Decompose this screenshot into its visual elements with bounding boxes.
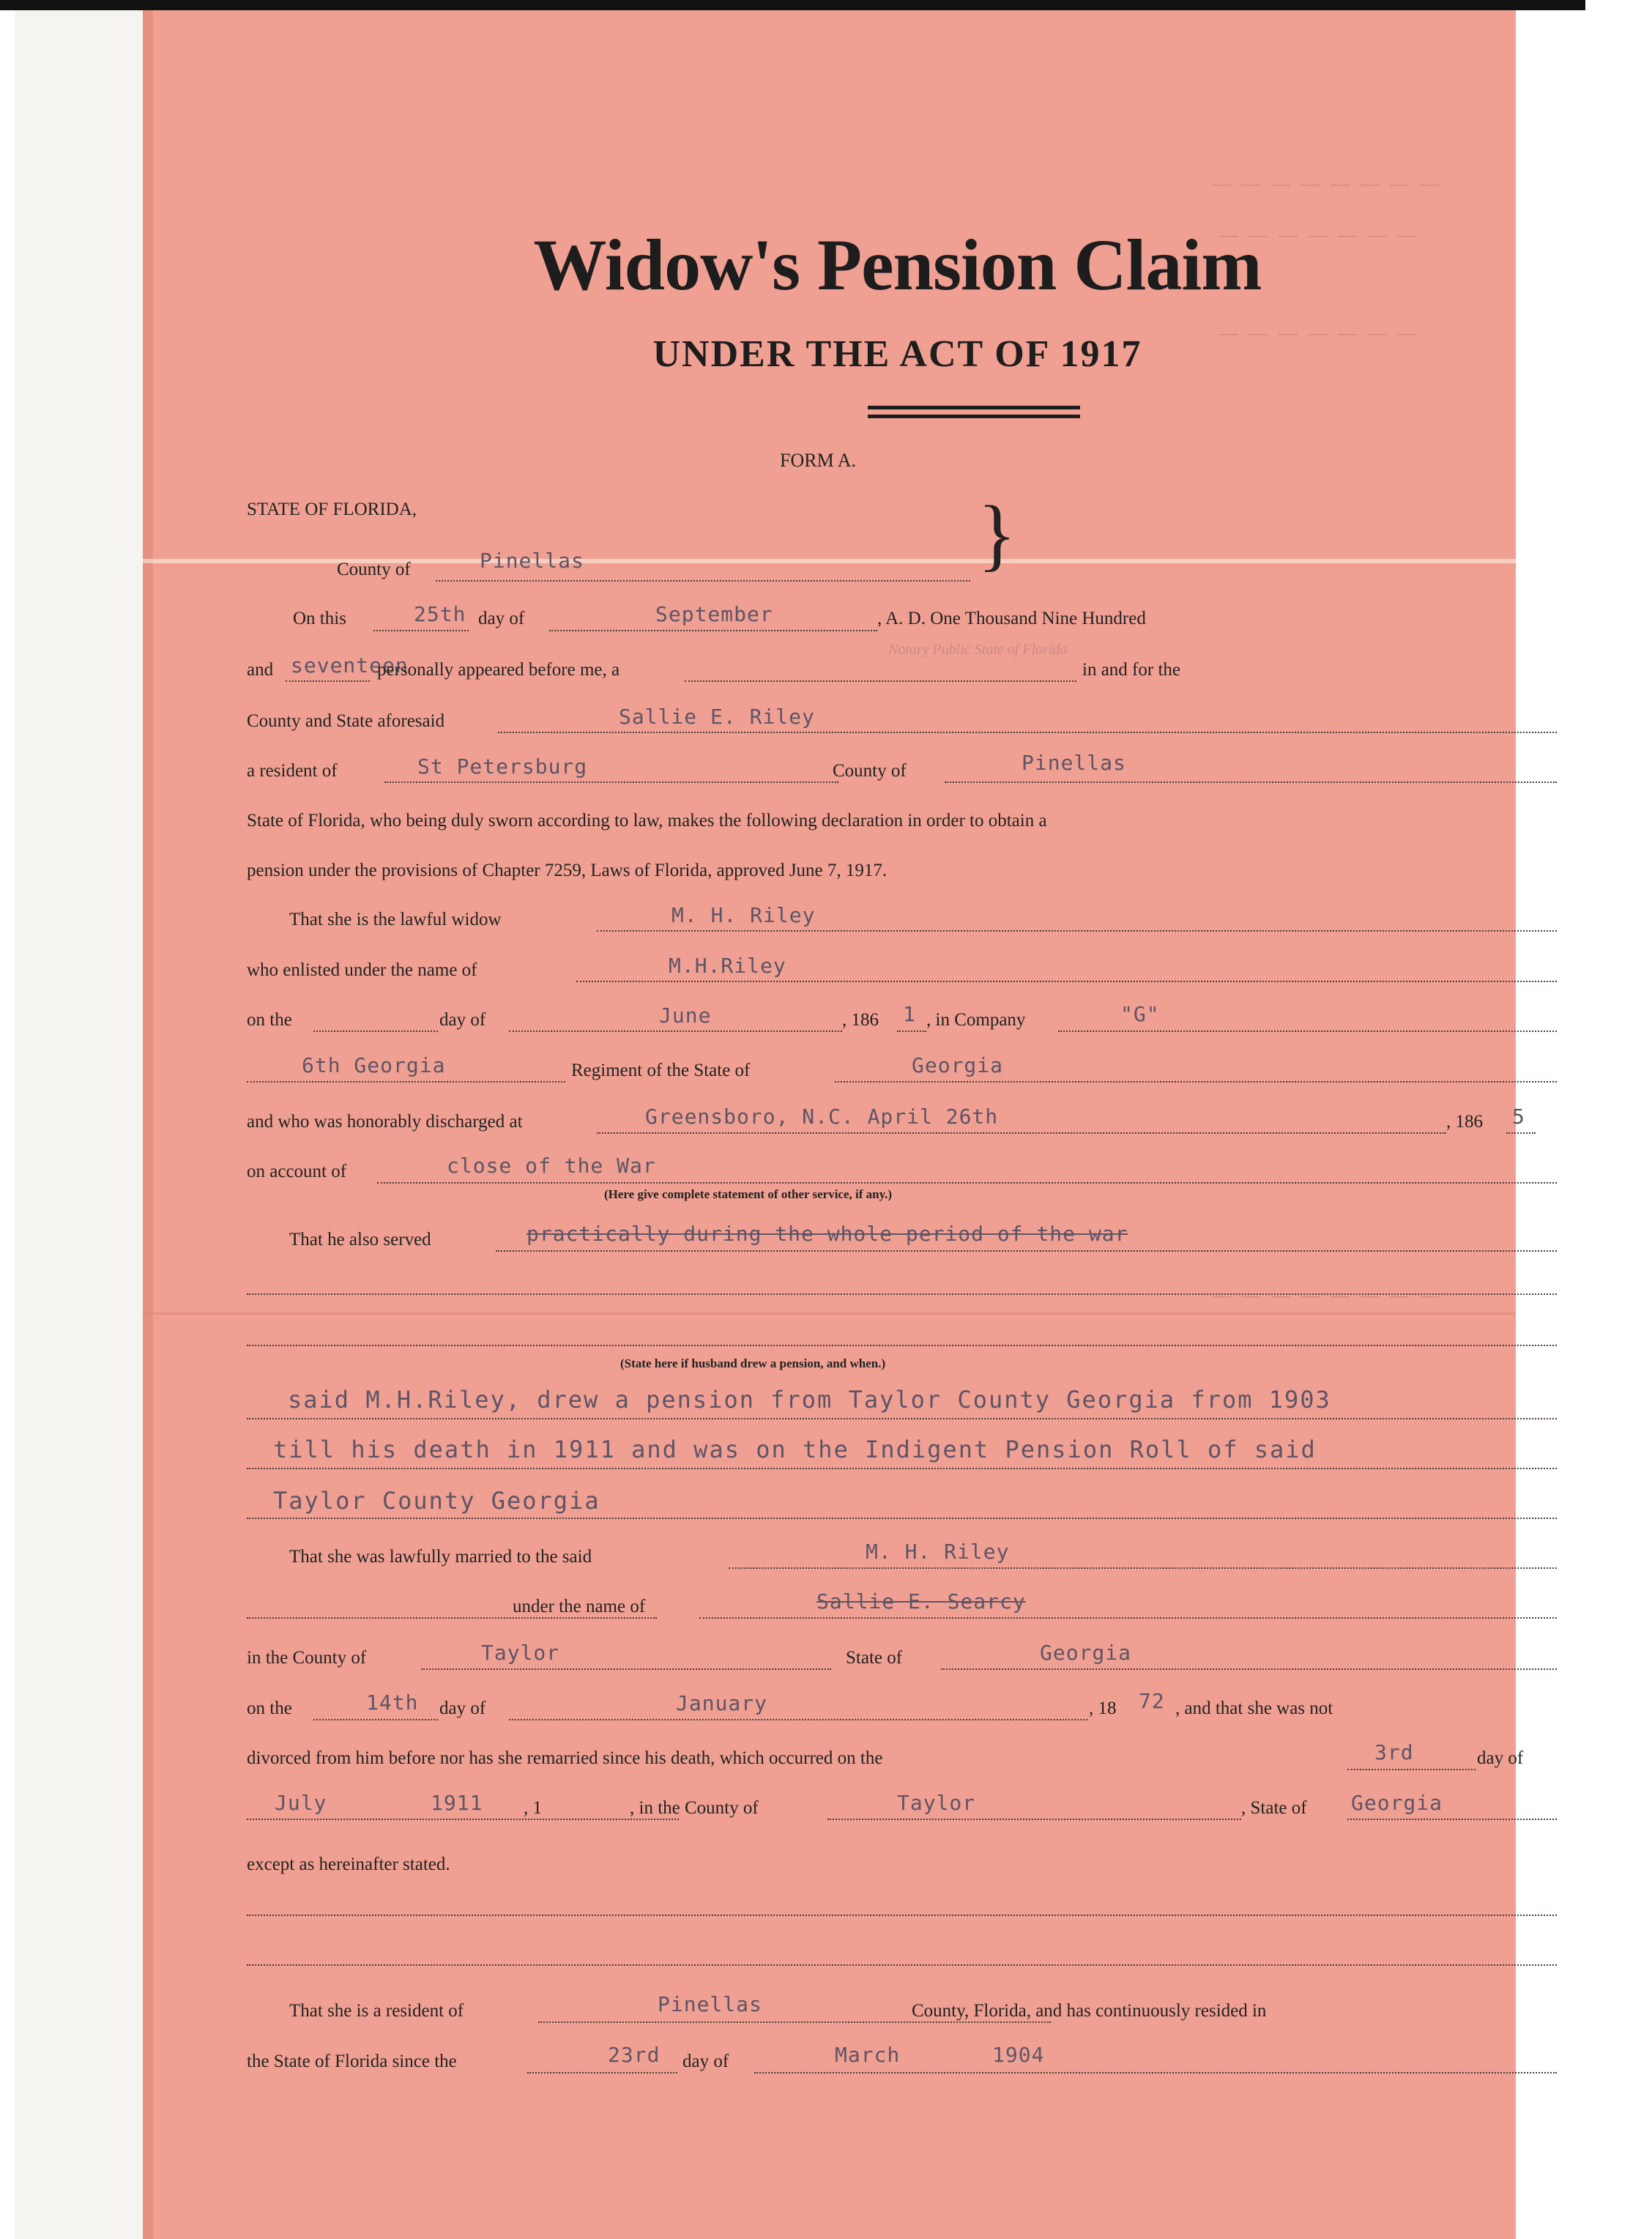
- county-label: County of: [337, 560, 411, 579]
- current-county-line: [538, 2021, 1051, 2023]
- death-date-line: [247, 1819, 679, 1820]
- company-value: "G": [1120, 1002, 1160, 1026]
- under-name-label: under the name of: [513, 1597, 646, 1616]
- in-the-county-of-label: , in the County of: [630, 1798, 759, 1818]
- county-florida-text: County, Florida, and has continuously resided in: [912, 2001, 1267, 2021]
- married-to-name: M. H. Riley: [866, 1540, 1010, 1564]
- since-year: 1904: [992, 2043, 1045, 2067]
- discharge-reason: close of the War: [447, 1154, 656, 1178]
- show-through-text: — — — — — — — —: [1212, 1285, 1442, 1306]
- also-served-line: [496, 1250, 1557, 1252]
- enlist-month: June: [659, 1003, 712, 1028]
- divorced-statement: divorced from him before nor has she remarried since his death, which occurred on the: [247, 1748, 883, 1768]
- current-county: Pinellas: [658, 1992, 762, 2016]
- year-18-prefix: , 18: [1089, 1698, 1117, 1718]
- other-service-note: (Here give complete statement of other service, if any.): [604, 1187, 893, 1201]
- month-line: [549, 630, 877, 631]
- except-text: except as hereinafter stated.: [247, 1854, 450, 1874]
- resident-county-line: [945, 781, 1557, 783]
- blank-line: [247, 1915, 1557, 1916]
- discharge-line: [597, 1132, 1446, 1134]
- declaration-text: State of Florida, who being duly sworn according to law, makes the following declaration in order to obtain a: [247, 811, 1047, 831]
- marriage-county: Taylor: [481, 1641, 560, 1665]
- husband-line: [597, 930, 1557, 932]
- maiden-name: Sallie E. Searcy: [816, 1589, 1026, 1614]
- blank-line: [247, 1964, 1557, 1966]
- county-line: [436, 580, 970, 582]
- year-word-line: [286, 680, 370, 682]
- husband-name: M. H. Riley: [671, 903, 816, 927]
- on-account-label: on account of: [247, 1162, 347, 1181]
- city-line: [384, 781, 838, 783]
- marriage-month-line: [509, 1719, 1087, 1720]
- notary-stamp: Notary Public State of Florida: [888, 642, 1068, 658]
- ad-text: , A. D. One Thousand Nine Hundred: [877, 609, 1146, 628]
- statement-line: [247, 1468, 1557, 1469]
- day-line: [373, 630, 469, 631]
- show-through-text: — — — — — — —: [1219, 224, 1419, 245]
- in-county-label: in the County of: [247, 1648, 367, 1668]
- state-heading: STATE OF FLORIDA,: [247, 500, 417, 519]
- title-rule-top: [868, 406, 1080, 409]
- on-the-label-2: on the: [247, 1698, 292, 1718]
- form-subtitle: UNDER THE ACT OF 1917: [652, 333, 1142, 375]
- venue-brace: }: [978, 489, 1016, 579]
- marriage-day: 14th: [366, 1690, 419, 1715]
- discharge-year-digit: 5: [1512, 1104, 1525, 1129]
- scan-left-margin: [15, 10, 143, 2239]
- month-value: September: [655, 602, 773, 626]
- scan-top-border: [0, 0, 1585, 10]
- pension-form-sheet: [143, 10, 1525, 2239]
- since-label: the State of Florida since the: [247, 2052, 457, 2071]
- on-this-label: On this: [293, 609, 346, 628]
- maiden-name-line: [699, 1617, 1557, 1619]
- show-through-text: — — — — — — —: [1219, 322, 1419, 344]
- fold-line: [143, 1312, 1516, 1315]
- blank-line: [247, 1293, 1557, 1295]
- company-line: [1058, 1031, 1557, 1032]
- show-through-text: — — — — — — — —: [1212, 173, 1442, 194]
- under-name-blank-line: [247, 1617, 657, 1619]
- marriage-state: Georgia: [1040, 1641, 1132, 1665]
- day-of-label-2: day of: [439, 1010, 486, 1030]
- death-county: Taylor: [897, 1791, 976, 1815]
- comma-state-of-label: , State of: [1241, 1798, 1307, 1818]
- death-day: 3rd: [1374, 1740, 1414, 1764]
- enlist-year-line: [897, 1031, 926, 1032]
- death-day-line: [1347, 1769, 1476, 1770]
- day-of-label-3: day of: [439, 1698, 486, 1718]
- enlist-year-digit: 1: [903, 1002, 916, 1026]
- regiment-state-line: [835, 1081, 1557, 1083]
- discharge-year-prefix: , 186: [1446, 1112, 1483, 1132]
- reason-line: [377, 1182, 1557, 1184]
- in-company-label: , in Company: [926, 1010, 1026, 1030]
- regiment-value: 6th Georgia: [302, 1053, 446, 1077]
- marriage-day-line: [313, 1719, 438, 1720]
- death-year: 1911: [431, 1791, 483, 1815]
- pension-statement-line-2: till his death in 1911 and was on the Indigent Pension Roll of said: [273, 1436, 1317, 1463]
- in-for-the-text: in and for the: [1082, 660, 1180, 680]
- not-divorced-text: , and that she was not: [1175, 1698, 1333, 1718]
- also-served-value: practically during the whole period of the war: [527, 1222, 1128, 1246]
- married-label: That she was lawfully married to the said: [289, 1547, 592, 1567]
- and-label: and: [247, 660, 274, 680]
- county-value: Pinellas: [480, 549, 584, 573]
- claimant-name: Sallie E. Riley: [619, 705, 815, 729]
- claimant-line: [498, 732, 1557, 733]
- regiment-line: [247, 1081, 565, 1083]
- death-state-line: [1347, 1819, 1557, 1820]
- married-to-line: [729, 1567, 1557, 1569]
- resident-of-label: a resident of: [247, 761, 338, 781]
- death-state: Georgia: [1351, 1791, 1443, 1815]
- death-month: July: [275, 1791, 327, 1815]
- form-label: FORM A.: [780, 450, 857, 471]
- statement-line: [247, 1518, 1557, 1519]
- appeared-text: personally appeared before me, a: [377, 660, 620, 680]
- day-value: 25th: [414, 602, 466, 626]
- current-resident-label: That she is a resident of: [289, 2001, 464, 2021]
- marriage-county-line: [421, 1668, 831, 1670]
- pension-note: (State here if husband drew a pension, and when.): [620, 1356, 886, 1370]
- statement-line: [247, 1418, 1557, 1419]
- resident-city: St Petersburg: [417, 754, 588, 779]
- enlisted-name: M.H.Riley: [669, 954, 786, 978]
- pension-statement-line-1: said M.H.Riley, drew a pension from Taylor County Georgia from 1903: [288, 1386, 1331, 1414]
- discharge-year-line: [1506, 1132, 1536, 1134]
- year-186-prefix: , 186: [842, 1010, 879, 1030]
- county-state-label: County and State aforesaid: [247, 711, 445, 731]
- since-day-line: [527, 2072, 677, 2073]
- blank-line: [247, 1345, 1557, 1346]
- since-day: 23rd: [608, 2043, 661, 2067]
- pension-statement-line-3: Taylor County Georgia: [273, 1487, 600, 1515]
- pension-act-text: pension under the provisions of Chapter 7259, Laws of Florida, approved June 7, 1917.: [247, 861, 888, 880]
- resident-county: Pinellas: [1022, 751, 1126, 775]
- also-served-label: That he also served: [289, 1230, 431, 1250]
- enlisted-label: who enlisted under the name of: [247, 960, 477, 980]
- discharge-place: Greensboro, N.C. April 26th: [645, 1104, 999, 1129]
- day-of-label: day of: [478, 609, 525, 628]
- death-county-line: [827, 1819, 1241, 1820]
- regiment-label: Regiment of the State of: [571, 1061, 751, 1080]
- since-month: March: [835, 2043, 901, 2067]
- county-of-label: County of: [833, 761, 907, 781]
- lawful-widow-label: That she is the lawful widow: [289, 910, 502, 929]
- enlist-day-line: [313, 1031, 438, 1032]
- since-date-line: [754, 2072, 1557, 2073]
- comma-one: , 1: [524, 1798, 542, 1818]
- on-the-label: on the: [247, 1010, 292, 1030]
- enlist-month-line: [509, 1031, 842, 1032]
- discharged-label: and who was honorably discharged at: [247, 1112, 523, 1132]
- form-title: Widow's Pension Claim: [533, 224, 1262, 305]
- regiment-state: Georgia: [912, 1053, 1004, 1077]
- marriage-month: January: [676, 1691, 768, 1715]
- officer-line: [685, 680, 1076, 682]
- title-rule-bottom: [868, 415, 1080, 418]
- day-of-label-5: day of: [682, 2052, 729, 2071]
- year-word-value: seventeen: [291, 653, 409, 677]
- state-of-label: State of: [846, 1648, 903, 1668]
- marriage-state-line: [941, 1668, 1557, 1670]
- marriage-year-digits: 72: [1139, 1689, 1165, 1713]
- enlisted-name-line: [576, 981, 1557, 982]
- day-of-label-4: day of: [1477, 1748, 1524, 1768]
